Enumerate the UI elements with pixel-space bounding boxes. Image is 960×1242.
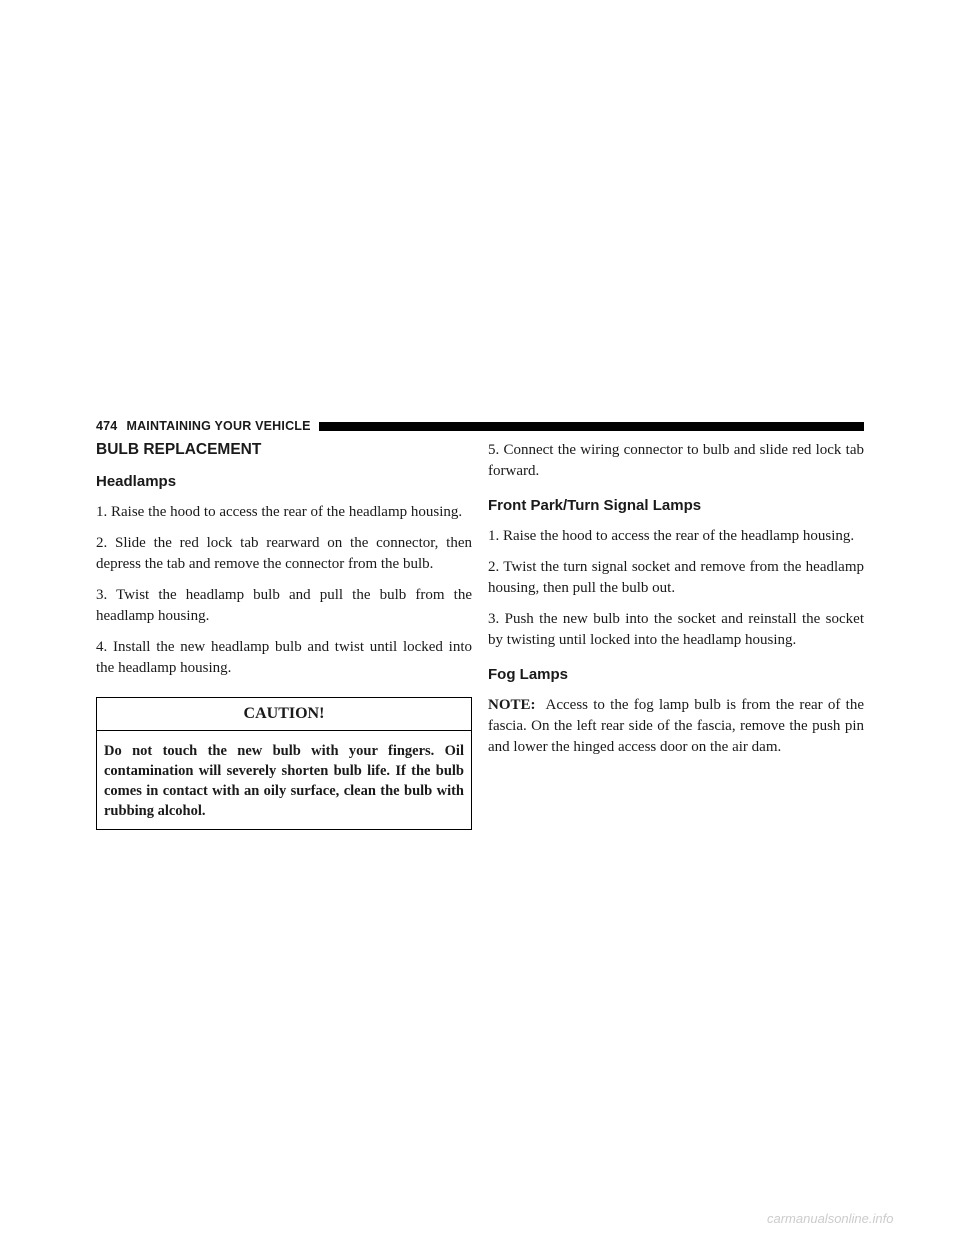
left-column [96, 440, 472, 830]
note-text: Access to the fog lamp bulb is from the rear of the fascia. On the left rear side of the fascia, remove the push pin and lower the hinged access door on the air dam. [488, 697, 864, 755]
front-park-turn-heading: Front Park/Turn Signal Lamps [488, 497, 702, 514]
headlamp-step-1: 1. Raise the hood to access the rear of the headlamp housing. [96, 504, 463, 520]
fog-note [488, 695, 864, 758]
headlamp-step-4: 4. Install the new headlamp bulb and twist until locked into the headlamp housing. [96, 639, 472, 676]
caution-title: CAUTION! [97, 698, 471, 731]
front-step-3: 3. Push the new bulb into the socket and reinstall the socket by twisting until locked into the headlamp housing. [488, 611, 864, 648]
section-title: MAINTAINING YOUR VEHICLE [126, 419, 311, 433]
watermark: carmanualsonline.info [767, 1211, 894, 1226]
main-heading: BULB REPLACEMENT [96, 441, 262, 458]
header-rule [319, 422, 864, 431]
front-step-2: 2. Twist the turn signal socket and remove from the headlamp housing, then pull the bulb out. [488, 559, 864, 596]
note-label: NOTE: [488, 697, 536, 713]
headlamp-step-5: 5. Connect the wiring connector to bulb and slide red lock tab forward. [488, 442, 864, 479]
caution-box [96, 697, 472, 830]
headlamps-heading: Headlamps [96, 473, 177, 490]
caution-text: Do not touch the new bulb with your fingers. Oil contamination will severely shorten bulb life. If the bulb comes in contact with an oily surface, clean the bulb with rubbing alcohol. [104, 743, 464, 819]
page-number: 474 [96, 419, 118, 433]
right-column [488, 440, 864, 768]
front-step-1: 1. Raise the hood to access the rear of the headlamp housing. [488, 528, 855, 544]
headlamp-step-2: 2. Slide the red lock tab rearward on the connector, then depress the tab and remove the connector from the bulb. [96, 535, 472, 572]
fog-lamps-heading: Fog Lamps [488, 666, 569, 683]
headlamp-step-3: 3. Twist the headlamp bulb and pull the bulb from the headlamp housing. [96, 587, 472, 624]
page-header [96, 419, 864, 433]
